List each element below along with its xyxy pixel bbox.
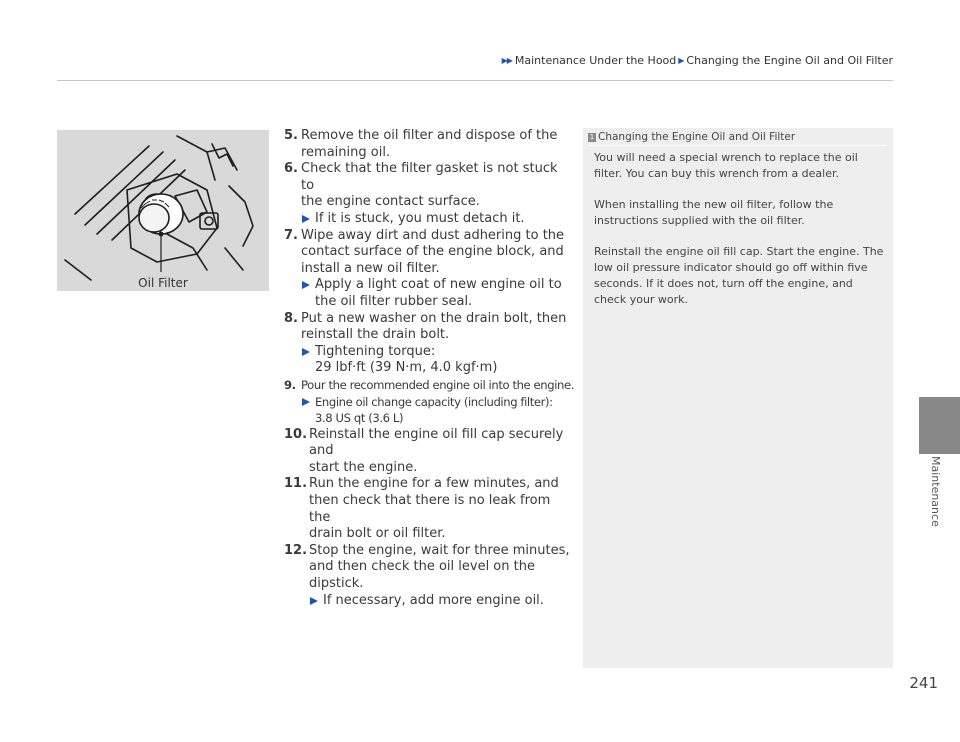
step-number: 12.: [284, 542, 308, 558]
procedure-steps: [284, 128, 574, 609]
note-title-text: Changing the Engine Oil and Oil Filter: [598, 131, 796, 143]
section-tab-label[interactable]: Maintenance: [929, 456, 942, 527]
double-arrow-icon: ▶▶: [501, 56, 512, 65]
note-paragraph: When installing the new oil filter, follow the instructions supplied with the oil filter.: [594, 198, 834, 227]
note-paragraph: Reinstall the engine oil fill cap. Start the engine. The low oil pressure indicator should go off within five seconds. If it does not, turn off the engine, and check your work.: [594, 245, 884, 306]
breadcrumb: [500, 54, 893, 67]
substep-arrow-icon: [301, 211, 574, 228]
step-number: 11.: [284, 476, 308, 492]
step-9: [284, 377, 574, 427]
figure-caption: Oil Filter: [138, 276, 188, 290]
note-body: [594, 150, 886, 323]
breadcrumb-section[interactable]: Maintenance Under the Hood: [514, 54, 677, 67]
page-number: 241: [909, 674, 938, 692]
step-text: Wipe away dirt and dust adhering to the: [301, 227, 565, 243]
substep-text: Apply a light coat of new engine oil to: [315, 277, 562, 293]
substep-text: 3.8 US qt (3.6 L): [315, 411, 404, 426]
step-text: Check that the filter gasket is not stuck to: [301, 161, 558, 193]
note-box: [583, 128, 893, 668]
reference-icon: 1: [589, 132, 595, 141]
oil-filter-illustration: [57, 130, 269, 291]
step-number: 5.: [284, 128, 298, 143]
substep-arrow-icon: [301, 344, 574, 377]
substep-text: If it is stuck, you must detach it.: [315, 210, 525, 226]
step-7: [284, 228, 574, 311]
note-divider: [589, 145, 887, 146]
step-10: [284, 427, 574, 477]
step-12: [284, 543, 574, 609]
step-text: then check that there is no leak from the: [309, 493, 551, 525]
substep-text: Engine oil change capacity (including filter):: [315, 394, 553, 409]
step-5: [284, 128, 574, 161]
arrow-icon: ▶: [678, 56, 684, 65]
substep-arrow-icon: [309, 593, 574, 610]
step-text: the engine contact surface.: [301, 194, 480, 210]
breadcrumb-topic: Changing the Engine Oil and Oil Filter: [686, 54, 893, 67]
step-11: [284, 476, 574, 542]
note-paragraph: You will need a special wrench to replace the oil filter. You can buy this wrench from a dealer.: [594, 151, 858, 180]
step-text: install a new oil filter.: [301, 260, 440, 276]
step-text: Run the engine for a few minutes, and: [309, 476, 559, 492]
step-text: Stop the engine, wait for three minutes,: [309, 542, 570, 558]
note-title[interactable]: [588, 131, 795, 143]
header-divider: [57, 80, 893, 81]
step-number: 10.: [284, 426, 308, 442]
substep-text: If necessary, add more engine oil.: [323, 592, 544, 608]
step-text: contact surface of the engine block, and: [301, 244, 564, 260]
section-tab[interactable]: [919, 397, 960, 454]
step-number: 8.: [284, 310, 298, 326]
substep-arrow-icon: [301, 394, 574, 427]
step-text: Put a new washer on the drain bolt, then: [301, 310, 567, 326]
substep-arrow-icon: [301, 277, 574, 310]
step-text: and then check the oil level on the: [309, 559, 535, 575]
substep-text: the oil filter rubber seal.: [315, 293, 473, 309]
step-text: dipstick.: [309, 576, 364, 592]
step-text: Reinstall the engine oil fill cap securely and: [309, 426, 564, 459]
step-text: Remove the oil filter and dispose of the: [301, 128, 558, 143]
step-text: drain bolt or oil filter.: [309, 526, 446, 542]
step-6: [284, 161, 574, 227]
step-text: Pour the recommended engine oil into the engine.: [301, 377, 574, 392]
step-number: 7.: [284, 227, 298, 243]
step-number: 6.: [284, 161, 298, 177]
substep-text: Tightening torque:: [315, 343, 436, 359]
step-text: reinstall the drain bolt.: [301, 327, 450, 343]
step-text: remaining oil.: [301, 144, 391, 160]
substep-text: 29 lbf·ft (39 N·m, 4.0 kgf·m): [315, 360, 498, 376]
engine-drawing: [57, 130, 269, 291]
step-number: 9.: [284, 377, 296, 392]
step-8: [284, 311, 574, 377]
step-text: start the engine.: [309, 459, 418, 475]
